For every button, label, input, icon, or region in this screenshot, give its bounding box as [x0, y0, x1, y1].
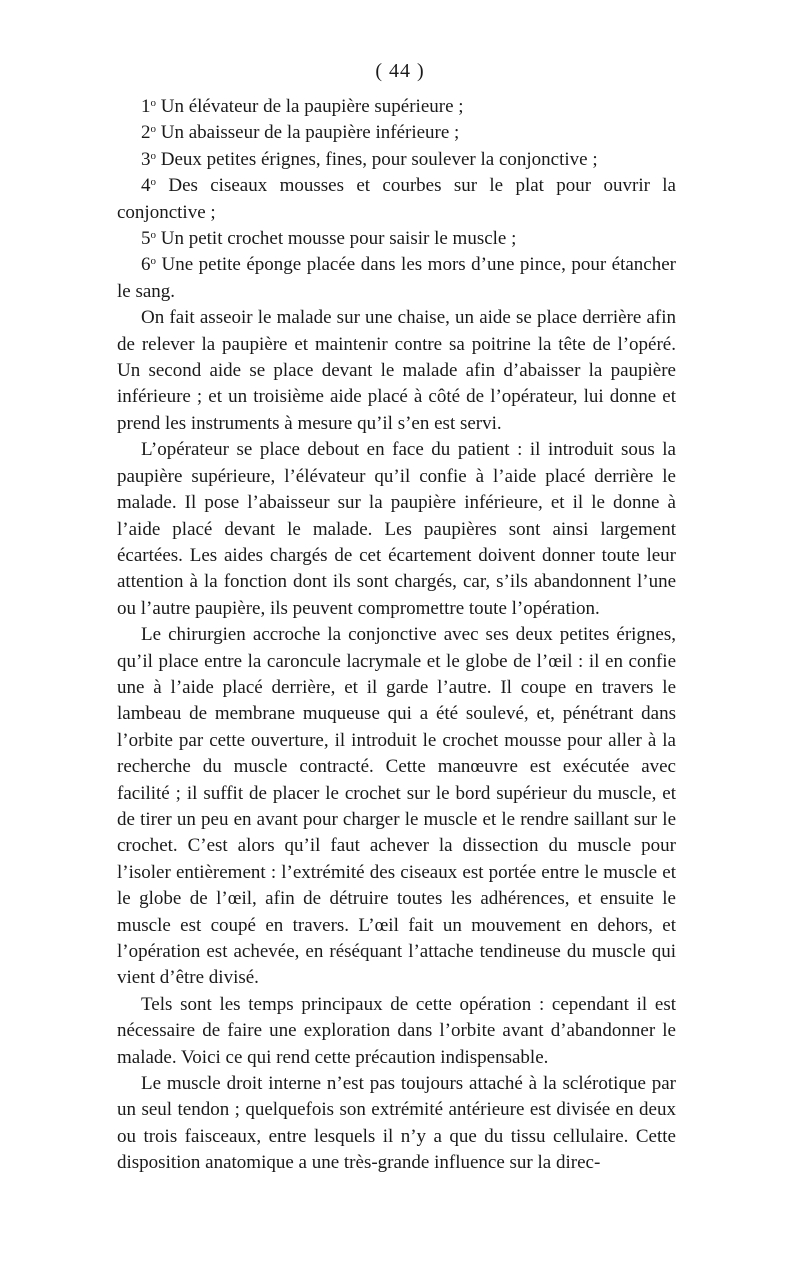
ordinal-mark: o [150, 123, 156, 136]
body-text [117, 94, 676, 1177]
instrument-item-6 [117, 252, 676, 305]
ordinal-mark: o [150, 255, 156, 268]
item-number: 5 [141, 228, 151, 250]
item-number: 2 [141, 122, 151, 144]
ordinal-mark: o [150, 176, 156, 189]
item-text: Un abaisseur de la paupière inférieure ; [156, 122, 460, 144]
paragraph-operator-position: L’opérateur se place debout en face du patient : il introduit sous la paupière supérieure, l’élévateur qu’il confie à l’aide placé derrière le malade. Il pose l’abaisseur sur la paupière inférieure, et il le donne à l’aide placé devant le malade. Les paupières sont ainsi largement écartées. Les aides chargés de cet écartement doivent donner toute leur attention à la fonction dont ils sont chargés, car, s’ils abandonnent l’une ou l’autre paupière, ils peuvent compromettre toute l’opération. [117, 439, 676, 619]
item-text: Deux petites érignes, fines, pour soulever la conjonctive ; [156, 148, 598, 170]
instrument-item-3 [117, 147, 676, 173]
ordinal-mark: o [150, 229, 156, 242]
instrument-item-5 [117, 226, 676, 252]
instrument-item-4 [117, 173, 676, 226]
paragraph-exploration: Tels sont les temps principaux de cette opération : cependant il est nécessaire de faire une exploration dans l’orbite avant d’abandonner le malade. Voici ce qui rend cette précaution indispensable. [117, 993, 676, 1068]
ordinal-mark: o [150, 149, 156, 162]
instrument-item-2 [117, 120, 676, 146]
instrument-item-1 [117, 94, 676, 120]
item-text: Un petit crochet mousse pour saisir le muscle ; [156, 228, 517, 250]
item-number: 1 [141, 96, 151, 117]
page-number: ( 44 ) [375, 60, 425, 82]
item-number: 3 [141, 148, 151, 170]
ordinal-mark: o [150, 97, 156, 109]
item-number: 6 [141, 254, 151, 276]
paragraph-setup: On fait asseoir le malade sur une chaise, un aide se place derrière afin de relever la paupière et maintenir contre sa poitrine la tête de l’opéré. Un second aide se place devant le malade afin d’abaisser la paupière inférieure ; et un troisième aide placé à côté de l’opérateur, lui donne et prend les instruments à mesure qu’il s’en est servi. [117, 307, 676, 434]
item-text: Des ciseaux mousses et courbes sur le plat pour ouvrir la conjonctive ; [117, 175, 676, 223]
paragraph-procedure: Le chirurgien accroche la conjonctive avec ses deux petites érignes, qu’il place entre la caroncule lacrymale et le globe de l’œil : il en confie une à l’aide placé derrière, et il garde l’autre. Il coupe en travers le lambeau de membrane muqueuse qui a été soulevé, et, pénétrant dans l’orbite par cette ouverture, il introduit le crochet mousse pour aller à la recherche du muscle contracté. Cette manœuvre est exécutée avec facilité ; il suffit de placer le crochet sur le bord supérieur du muscle, et de tirer un peu en avant pour charger le muscle et le rendre saillant sur le crochet. C’est alors qu’il faut achever la dissection du muscle pour l’isoler entièrement : l’extrémité des ciseaux est portée entre le muscle et le globe de l’œil, afin de détruire toutes les adhérences, et ensuite le muscle est coupé en travers. L’œil fait un mouvement en dehors, et l’opération est achevée, en réséquant l’attache tendineuse du muscle qui vient d’être divisé. [117, 624, 676, 989]
item-text: Un élévateur de la paupière supérieure ; [156, 96, 464, 117]
item-number: 4 [141, 175, 151, 197]
item-text: Une petite éponge placée dans les mors d’une pince, pour étancher le sang. [117, 254, 676, 302]
paragraph-anatomy: Le muscle droit interne n’est pas toujours attaché à la sclérotique par un seul tendon ; quelquefois son extrémité antérieure est divisée en deux ou trois faisceaux, entre lesquels il n’y a que du tissu cellulaire. Cette disposition anatomique a une très-grande influence sur la direc- [117, 1073, 676, 1174]
